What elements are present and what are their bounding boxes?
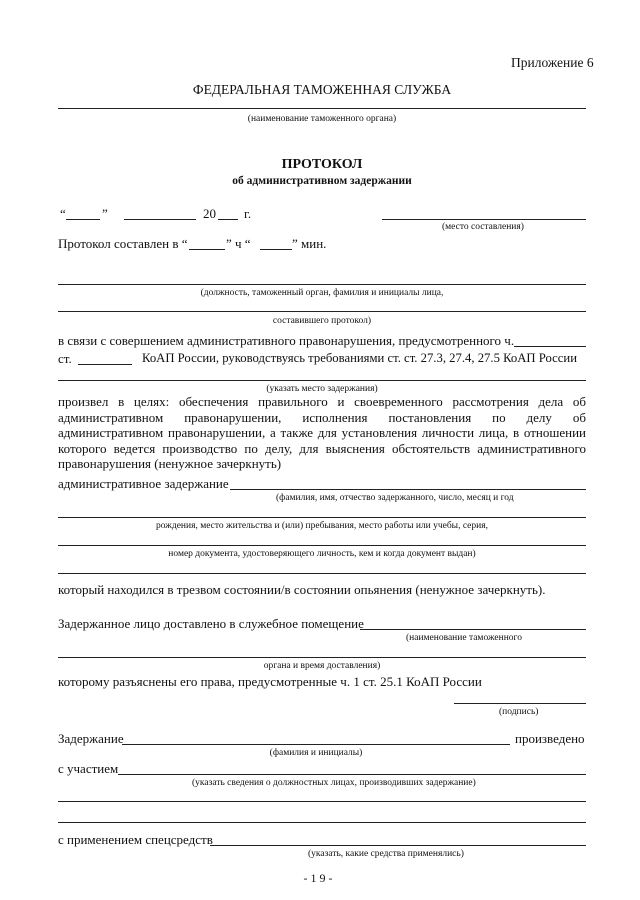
person-caption3: номер документа, удостоверяющего личность, кем и когда документ выдан) xyxy=(168,549,476,559)
person-line1 xyxy=(230,489,586,490)
place-line xyxy=(382,219,586,220)
participation-line2 xyxy=(58,801,586,802)
composer-line xyxy=(58,311,586,312)
detention-performed-suffix: произведено xyxy=(515,731,585,746)
composed-hours-label: ” ч “ xyxy=(226,236,251,251)
date-year-line xyxy=(218,219,238,220)
offense-line2: КоАП России, руководствуясь требованиями ст. ст. 27.3, 27.4, 27.5 КоАП России xyxy=(142,351,578,365)
offense-line1: в связи с совершением административного правонарушения, предусмотренного ч. xyxy=(58,333,515,348)
detention-performed-line xyxy=(122,744,510,745)
composed-prefix: Протокол составлен в “ xyxy=(58,236,188,251)
composer-caption: составившего протокол) xyxy=(272,316,372,326)
date-day-line xyxy=(66,219,100,220)
delivered-line2 xyxy=(58,657,586,658)
document-subtitle: об административном задержании xyxy=(232,175,412,187)
composed-hours-line xyxy=(189,249,225,250)
date-quote-open: “ xyxy=(60,206,66,221)
composed-minutes-line xyxy=(260,249,292,250)
signature-line xyxy=(454,703,586,704)
position-line xyxy=(58,284,586,285)
purpose-paragraph: произвел в целях: обеспечения правильного и своевременного рассмотрения дела об административном правонарушении, исполнения постановления по делу об административном правонарушении, а также для установления личности лица, в отношении которого ведется производство по делу, для выяснения обстоятельств административного правонарушения (ненужное зачеркнуть) xyxy=(58,394,586,471)
delivered-text: Задержанное лицо доставлено в служебное помещение xyxy=(58,616,364,631)
place-caption: (место составления) xyxy=(442,222,524,232)
rights-text: которому разъяснены его права, предусмотренные ч. 1 ст. 25.1 КоАП России xyxy=(58,674,482,689)
names-caption: (фамилия и инициалы) xyxy=(269,748,363,758)
detention-place-caption: (указать место задержания) xyxy=(266,384,378,394)
position-caption: (должность, таможенный орган, фамилия и инициалы лица, xyxy=(200,288,444,298)
participation-line1 xyxy=(118,774,586,775)
composed-minutes-label: ” мин. xyxy=(292,236,327,251)
special-means-line xyxy=(210,845,586,846)
document-title: ПРОТОКОЛ xyxy=(281,157,363,172)
delivered-caption1: (наименование таможенного xyxy=(406,633,522,643)
state-text: который находился в трезвом состоянии/в состоянии опьянения (ненужное зачеркнуть). xyxy=(58,582,546,597)
person-caption2: рождения, место жительства и (или) пребывания, место работы или учебы, серия, xyxy=(156,521,488,531)
person-line3 xyxy=(58,545,586,546)
agency-line xyxy=(58,108,586,109)
offense-article-prefix: ст. xyxy=(58,351,72,366)
detention-performed-label: Задержание xyxy=(58,731,124,746)
offense-part-line xyxy=(514,346,586,347)
person-line4 xyxy=(58,573,586,574)
year-prefix: 20 xyxy=(203,206,216,221)
person-caption1: (фамилия, имя, отчество задержанного, число, месяц и год xyxy=(276,493,514,503)
date-quote-close: ” xyxy=(102,206,108,221)
appendix-label: Приложение 6 xyxy=(511,55,594,70)
offense-article-line xyxy=(78,364,132,365)
signature-caption: (подпись) xyxy=(499,707,539,717)
year-suffix: г. xyxy=(244,206,252,221)
delivered-caption2: органа и время доставления) xyxy=(263,661,381,671)
detention-place-line xyxy=(58,380,586,381)
person-line2 xyxy=(58,517,586,518)
special-means-caption: (указать, какие средства применялись) xyxy=(308,849,464,859)
agency-name: ФЕДЕРАЛЬНАЯ ТАМОЖЕННАЯ СЛУЖБА xyxy=(192,82,452,97)
special-means-label: с применением спецсредств xyxy=(58,832,213,847)
participation-caption: (указать сведения о должностных лицах, производивших задержание) xyxy=(192,778,476,788)
page-number: - 1 9 - xyxy=(303,871,333,885)
date-month-line xyxy=(124,219,196,220)
participation-label: с участием xyxy=(58,761,119,776)
delivered-line1 xyxy=(360,629,586,630)
participation-line3 xyxy=(58,822,586,823)
agency-caption: (наименование таможенного органа) xyxy=(247,114,397,124)
detention-label: административное задержание xyxy=(58,476,229,491)
